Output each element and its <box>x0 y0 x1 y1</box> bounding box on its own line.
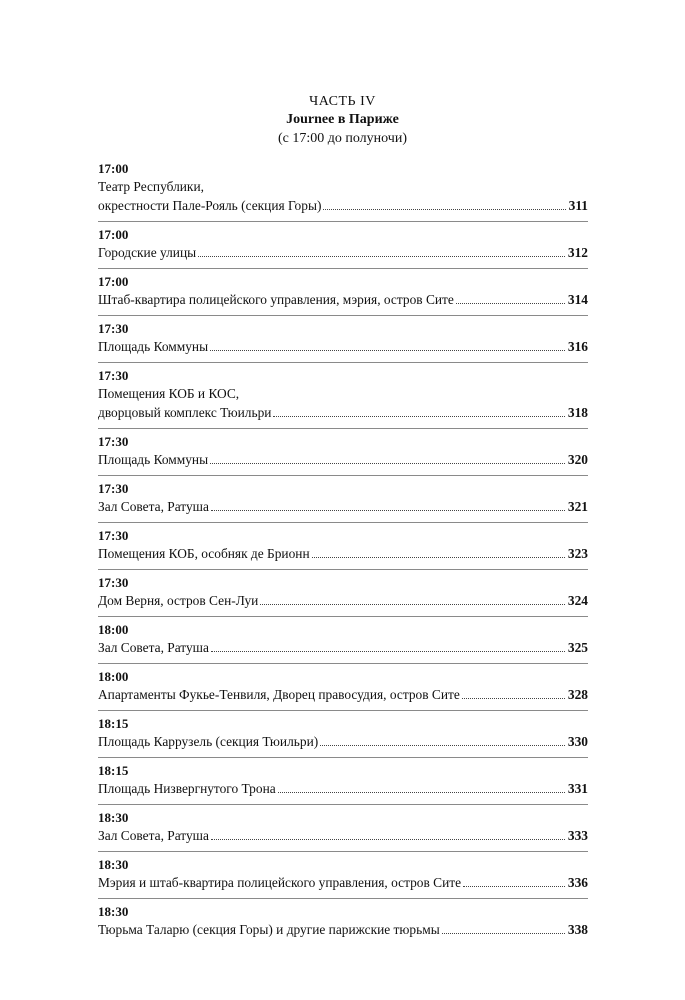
toc-entry-time: 17:30 <box>98 528 129 543</box>
toc-entry-time: 18:30 <box>98 857 129 872</box>
toc-entry-page-number: 338 <box>567 922 588 937</box>
toc-entry-time: 17:00 <box>98 227 129 242</box>
toc-entry-time: 17:30 <box>98 575 129 590</box>
toc-entry <box>98 221 588 268</box>
toc-entry-row <box>98 685 588 704</box>
dot-leader <box>211 510 565 511</box>
toc-entry <box>98 851 588 898</box>
toc-entry-page-number: 314 <box>567 292 588 307</box>
dot-leader <box>312 557 565 558</box>
toc-entry <box>98 898 588 945</box>
dot-leader <box>462 698 565 699</box>
toc-entry-time: 17:30 <box>98 321 129 336</box>
toc-entry-row <box>98 337 588 356</box>
toc-entry-time: 17:00 <box>98 274 129 289</box>
toc-entry <box>98 475 588 522</box>
toc-entry <box>98 616 588 663</box>
toc-entry-title: Дом Верня, остров Сен-Луи <box>98 593 259 608</box>
toc-entry-row <box>98 873 588 892</box>
toc-entry <box>98 315 588 362</box>
dot-leader <box>198 256 565 257</box>
toc-entry <box>98 428 588 475</box>
table-of-contents <box>98 160 588 945</box>
toc-entry-row <box>98 638 588 657</box>
toc-entry-title: Зал Совета, Ратуша <box>98 499 209 514</box>
toc-entry-time: 17:00 <box>98 161 129 176</box>
toc-entry-time: 17:30 <box>98 368 129 383</box>
toc-entry-row <box>98 779 588 798</box>
toc-entry <box>98 362 588 428</box>
toc-entry-row <box>98 497 588 516</box>
toc-entry-title: Апартаменты Фукье-Тенвиля, Дворец правосудия, остров Сите <box>98 687 460 702</box>
toc-entry-title: Площадь Низвергнутого Трона <box>98 781 276 796</box>
toc-entry-title: Площадь Каррузель (секция Тюильри) <box>98 734 319 749</box>
toc-entry-time: 18:30 <box>98 904 129 919</box>
toc-entry-page-number: 316 <box>567 339 588 354</box>
toc-entry-title: Помещения КОБ, особняк де Брионн <box>98 546 310 561</box>
toc-entry <box>98 522 588 569</box>
toc-entry-page-number: 330 <box>567 734 588 749</box>
dot-leader <box>273 416 564 417</box>
toc-entry-page-number: 320 <box>567 452 588 467</box>
toc-entry-row <box>98 243 588 262</box>
toc-entry-time: 18:15 <box>98 716 129 731</box>
toc-entry-row <box>98 732 588 751</box>
toc-entry-page-number: 336 <box>567 875 588 890</box>
toc-entry-title: Площадь Коммуны <box>98 452 209 467</box>
toc-entry-page-number: 318 <box>567 405 588 420</box>
toc-entry <box>98 710 588 757</box>
toc-entry-location-line: Помещения КОБ и КОС, <box>98 386 240 401</box>
dot-leader <box>210 350 565 351</box>
dot-leader <box>211 839 565 840</box>
toc-entry-row <box>98 544 588 563</box>
part-time-range: (с 17:00 до полуночи) <box>277 131 407 146</box>
toc-entry-page-number: 311 <box>568 198 588 213</box>
toc-entry-time: 18:00 <box>98 669 129 684</box>
dot-leader <box>323 209 565 210</box>
toc-entry-title: Площадь Коммуны <box>98 339 209 354</box>
toc-entry-time: 18:00 <box>98 622 129 637</box>
toc-entry-location-line: Театр Республики, <box>98 179 204 194</box>
toc-entry-title: Зал Совета, Ратуша <box>98 640 209 655</box>
toc-entry-title: окрестности Пале-Рояль (секция Горы) <box>98 198 322 213</box>
toc-entry-page-number: 328 <box>567 687 588 702</box>
dot-leader <box>260 604 565 605</box>
toc-entry-page-number: 333 <box>567 828 588 843</box>
toc-entry-time: 18:15 <box>98 763 129 778</box>
toc-entry-page-number: 312 <box>567 245 588 260</box>
toc-entry-page-number: 325 <box>567 640 588 655</box>
toc-entry <box>98 804 588 851</box>
toc-entry-title: Штаб-квартира полицейского управления, мэрия, остров Сите <box>98 292 454 307</box>
toc-entry <box>98 268 588 315</box>
dot-leader <box>320 745 565 746</box>
toc-entry-time: 17:30 <box>98 481 129 496</box>
toc-entry-page-number: 323 <box>567 546 588 561</box>
dot-leader <box>211 651 565 652</box>
dot-leader <box>210 463 565 464</box>
toc-entry <box>98 757 588 804</box>
toc-entry-row <box>98 403 588 422</box>
toc-entry-row <box>98 290 588 309</box>
dot-leader <box>442 933 565 934</box>
toc-entry-time: 18:30 <box>98 810 129 825</box>
dot-leader <box>456 303 565 304</box>
toc-entry-row <box>98 196 588 215</box>
toc-entry-page-number: 331 <box>567 781 588 796</box>
part-subtitle: Journee в Париже <box>286 112 399 127</box>
toc-entry-title: Мэрия и штаб-квартира полицейского управления, остров Сите <box>98 875 462 890</box>
dot-leader <box>463 886 565 887</box>
toc-entry-row <box>98 826 588 845</box>
toc-entry-row <box>98 591 588 610</box>
toc-entry-row <box>98 450 588 469</box>
toc-entry-title: Городские улицы <box>98 245 197 260</box>
toc-entry-title: дворцовый комплекс Тюильри <box>98 405 272 420</box>
toc-entry-title: Тюрьма Таларю (секция Горы) и другие парижские тюрьмы <box>98 922 440 937</box>
toc-entry <box>98 160 588 221</box>
part-title: ЧАСТЬ IV <box>309 94 376 109</box>
toc-entry-row <box>98 920 588 939</box>
toc-entry-page-number: 324 <box>567 593 588 608</box>
toc-entry <box>98 663 588 710</box>
toc-entry-page-number: 321 <box>567 499 588 514</box>
toc-entry-time: 17:30 <box>98 434 129 449</box>
toc-entry <box>98 569 588 616</box>
toc-entry-title: Зал Совета, Ратуша <box>98 828 209 843</box>
dot-leader <box>278 792 565 793</box>
